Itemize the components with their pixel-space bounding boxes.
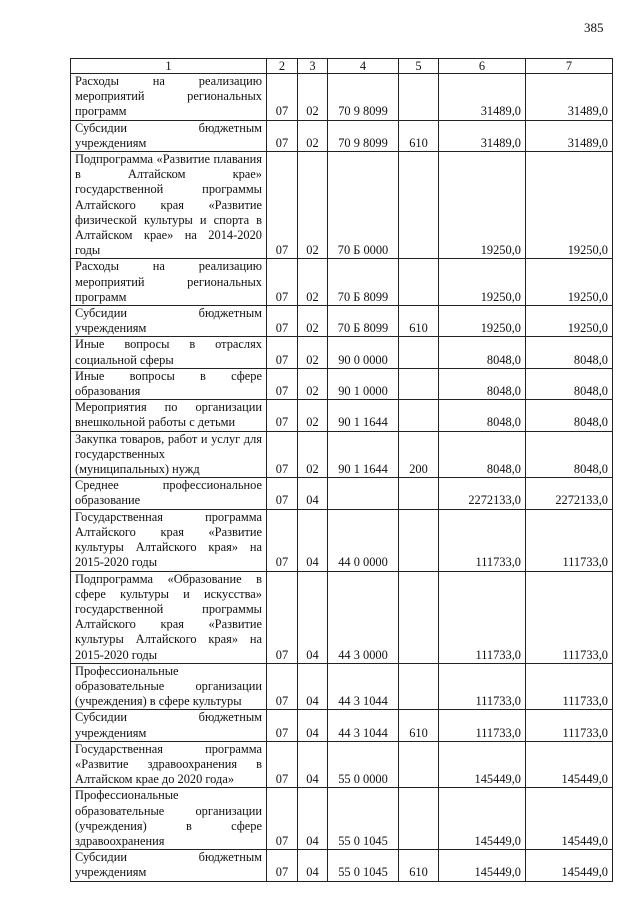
amount-cell-2: 111733,0	[526, 710, 613, 741]
table-row	[71, 120, 613, 151]
amount-cell-2: 111733,0	[526, 509, 613, 571]
col-header-1: 1	[71, 59, 267, 74]
name-cell: Расходы на реализацию мероприятий региональных программ	[71, 74, 267, 121]
col-header-4: 4	[328, 59, 399, 74]
amount-cell-1: 31489,0	[439, 120, 526, 151]
target-article-cell: 90 1 1644	[328, 400, 399, 431]
name-cell: Закупка товаров, работ и услуг для государственных (муниципальных) нужд	[71, 431, 267, 478]
subsection-cell: 04	[298, 571, 328, 663]
col-header-5: 5	[399, 59, 439, 74]
table-row	[71, 431, 613, 478]
subsection-cell: 04	[298, 788, 328, 850]
table-row	[71, 368, 613, 399]
section-cell: 07	[267, 337, 298, 368]
name-cell: Государственная программа «Развитие здравоохранения в Алтайском крае до 2020 года»	[71, 741, 267, 788]
col-header-7: 7	[526, 59, 613, 74]
expense-type-cell: 610	[399, 306, 439, 337]
table-row	[71, 400, 613, 431]
amount-cell-2: 31489,0	[526, 74, 613, 121]
amount-cell-1: 8048,0	[439, 368, 526, 399]
name-cell: Субсидии бюджетным учреждениям	[71, 120, 267, 151]
expense-type-cell: 200	[399, 431, 439, 478]
table-row	[71, 478, 613, 509]
table-row	[71, 850, 613, 881]
section-cell: 07	[267, 259, 298, 306]
amount-cell-1: 145449,0	[439, 850, 526, 881]
section-cell: 07	[267, 431, 298, 478]
name-cell: Профессиональные образовательные организации (учреждения) в сфере здравоохранения	[71, 788, 267, 850]
subsection-cell: 02	[298, 120, 328, 151]
section-cell: 07	[267, 478, 298, 509]
name-cell: Среднее профессиональное образование	[71, 478, 267, 509]
table-row	[71, 788, 613, 850]
name-cell: Иные вопросы в отраслях социальной сферы	[71, 337, 267, 368]
target-article-cell: 90 1 0000	[328, 368, 399, 399]
amount-cell-2: 19250,0	[526, 152, 613, 259]
amount-cell-2: 111733,0	[526, 571, 613, 663]
section-cell: 07	[267, 509, 298, 571]
subsection-cell: 02	[298, 306, 328, 337]
subsection-cell: 02	[298, 152, 328, 259]
table-row	[71, 74, 613, 121]
amount-cell-1: 111733,0	[439, 571, 526, 663]
target-article-cell: 70 9 8099	[328, 74, 399, 121]
amount-cell-1: 19250,0	[439, 259, 526, 306]
target-article-cell: 70 Б 8099	[328, 306, 399, 337]
amount-cell-1: 19250,0	[439, 152, 526, 259]
subsection-cell: 02	[298, 368, 328, 399]
amount-cell-1: 31489,0	[439, 74, 526, 121]
amount-cell-2: 8048,0	[526, 431, 613, 478]
amount-cell-1: 145449,0	[439, 788, 526, 850]
section-cell: 07	[267, 571, 298, 663]
target-article-cell: 55 0 1045	[328, 788, 399, 850]
amount-cell-2: 31489,0	[526, 120, 613, 151]
expense-type-cell	[399, 509, 439, 571]
expense-type-cell	[399, 337, 439, 368]
section-cell: 07	[267, 710, 298, 741]
amount-cell-1: 8048,0	[439, 337, 526, 368]
expense-type-cell	[399, 400, 439, 431]
expense-type-cell	[399, 663, 439, 710]
header-row	[71, 59, 613, 74]
amount-cell-1: 2272133,0	[439, 478, 526, 509]
amount-cell-1: 8048,0	[439, 431, 526, 478]
amount-cell-2: 19250,0	[526, 259, 613, 306]
col-header-6: 6	[439, 59, 526, 74]
amount-cell-1: 111733,0	[439, 663, 526, 710]
target-article-cell: 70 9 8099	[328, 120, 399, 151]
expense-type-cell	[399, 788, 439, 850]
expense-type-cell	[399, 478, 439, 509]
section-cell: 07	[267, 741, 298, 788]
amount-cell-2: 19250,0	[526, 306, 613, 337]
expense-type-cell: 610	[399, 120, 439, 151]
expense-type-cell: 610	[399, 710, 439, 741]
section-cell: 07	[267, 368, 298, 399]
amount-cell-1: 19250,0	[439, 306, 526, 337]
name-cell: Субсидии бюджетным учреждениям	[71, 306, 267, 337]
expense-type-cell	[399, 152, 439, 259]
section-cell: 07	[267, 120, 298, 151]
target-article-cell: 44 3 1044	[328, 663, 399, 710]
section-cell: 07	[267, 74, 298, 121]
name-cell: Расходы на реализацию мероприятий региональных программ	[71, 259, 267, 306]
table-row	[71, 509, 613, 571]
name-cell: Мероприятия по организации внешкольной работы с детьми	[71, 400, 267, 431]
section-cell: 07	[267, 400, 298, 431]
target-article-cell: 55 0 1045	[328, 850, 399, 881]
name-cell: Подпрограмма «Образование в сфере культуры и искусства» государственной программы Алтайского края «Развитие культуры Алтайского края» на 2015-2020 годы	[71, 571, 267, 663]
section-cell: 07	[267, 788, 298, 850]
name-cell: Субсидии бюджетным учреждениям	[71, 850, 267, 881]
target-article-cell: 44 3 1044	[328, 710, 399, 741]
name-cell: Государственная программа Алтайского края «Развитие культуры Алтайского края» на 2015-2020 годы	[71, 509, 267, 571]
subsection-cell: 02	[298, 259, 328, 306]
target-article-cell: 70 Б 8099	[328, 259, 399, 306]
section-cell: 07	[267, 152, 298, 259]
subsection-cell: 04	[298, 850, 328, 881]
amount-cell-2: 8048,0	[526, 400, 613, 431]
subsection-cell: 04	[298, 710, 328, 741]
amount-cell-1: 145449,0	[439, 741, 526, 788]
name-cell: Подпрограмма «Развитие плавания в Алтайском крае» государственной программы Алтайского края «Развитие физической культуры и спорта в Алтайском крае» на 2014-2020 годы	[71, 152, 267, 259]
table-row	[71, 663, 613, 710]
target-article-cell: 44 3 0000	[328, 571, 399, 663]
table-row	[71, 741, 613, 788]
table-row	[71, 152, 613, 259]
col-header-3: 3	[298, 59, 328, 74]
subsection-cell: 02	[298, 337, 328, 368]
amount-cell-1: 8048,0	[439, 400, 526, 431]
expense-type-cell	[399, 259, 439, 306]
budget-table	[70, 58, 613, 882]
section-cell: 07	[267, 850, 298, 881]
subsection-cell: 04	[298, 741, 328, 788]
subsection-cell: 04	[298, 509, 328, 571]
name-cell: Субсидии бюджетным учреждениям	[71, 710, 267, 741]
target-article-cell: 70 Б 0000	[328, 152, 399, 259]
amount-cell-1: 111733,0	[439, 509, 526, 571]
table-row	[71, 259, 613, 306]
subsection-cell: 02	[298, 400, 328, 431]
amount-cell-2: 8048,0	[526, 368, 613, 399]
expense-type-cell	[399, 741, 439, 788]
expense-type-cell	[399, 74, 439, 121]
amount-cell-2: 145449,0	[526, 850, 613, 881]
subsection-cell: 02	[298, 431, 328, 478]
expense-type-cell	[399, 571, 439, 663]
page-number: 385	[584, 20, 604, 35]
table-row	[71, 306, 613, 337]
amount-cell-2: 2272133,0	[526, 478, 613, 509]
amount-cell-2: 111733,0	[526, 663, 613, 710]
expense-type-cell: 610	[399, 850, 439, 881]
subsection-cell: 02	[298, 74, 328, 121]
name-cell: Иные вопросы в сфере образования	[71, 368, 267, 399]
col-header-2: 2	[267, 59, 298, 74]
amount-cell-2: 145449,0	[526, 788, 613, 850]
section-cell: 07	[267, 306, 298, 337]
target-article-cell: 90 1 1644	[328, 431, 399, 478]
amount-cell-1: 111733,0	[439, 710, 526, 741]
target-article-cell: 55 0 0000	[328, 741, 399, 788]
expense-type-cell	[399, 368, 439, 399]
target-article-cell	[328, 478, 399, 509]
amount-cell-2: 8048,0	[526, 337, 613, 368]
subsection-cell: 04	[298, 478, 328, 509]
table-row	[71, 710, 613, 741]
name-cell: Профессиональные образовательные организации (учреждения) в сфере культуры	[71, 663, 267, 710]
target-article-cell: 44 0 0000	[328, 509, 399, 571]
subsection-cell: 04	[298, 663, 328, 710]
table-row	[71, 571, 613, 663]
section-cell: 07	[267, 663, 298, 710]
table-row	[71, 337, 613, 368]
amount-cell-2: 145449,0	[526, 741, 613, 788]
target-article-cell: 90 0 0000	[328, 337, 399, 368]
